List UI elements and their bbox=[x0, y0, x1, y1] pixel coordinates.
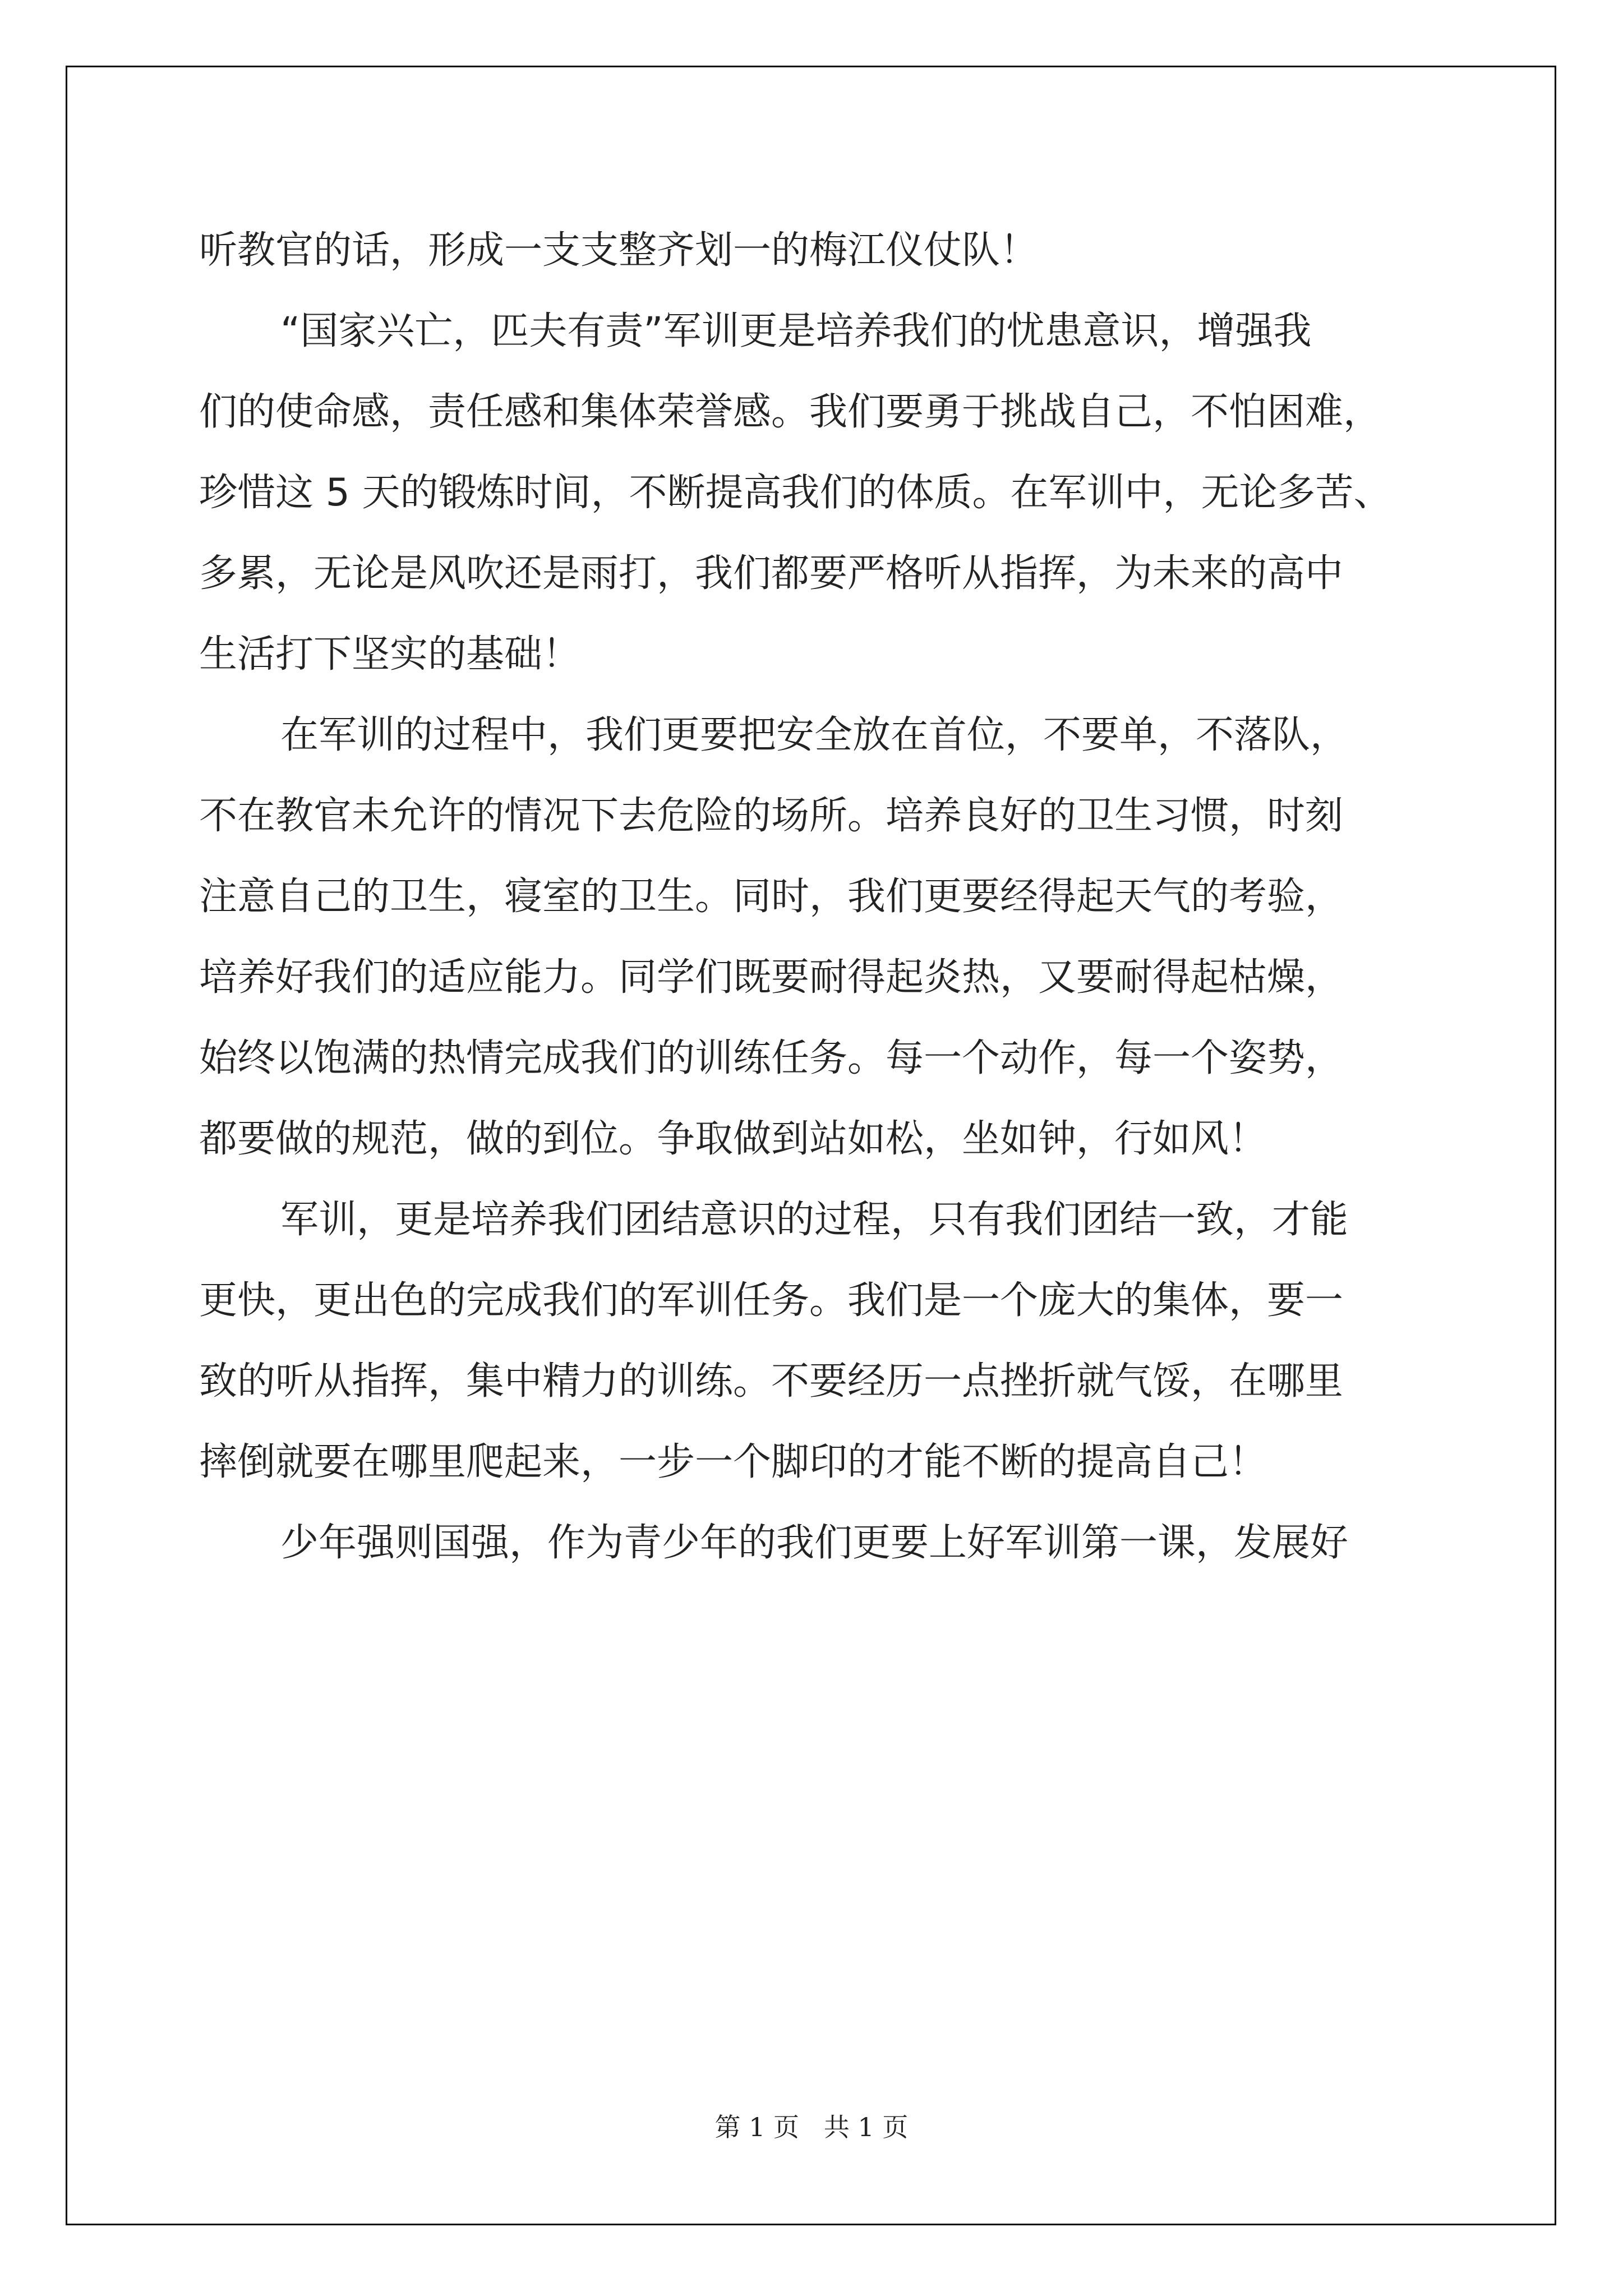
text-line-10: 培养好我们的适应能力。同学们既要耐得起炎热，又要耐得起枯燥， bbox=[199, 955, 1344, 1000]
text-line-8: 不在教官未允许的情况下去危险的场所。培养良好的卫生习惯，时刻 bbox=[199, 794, 1344, 838]
text-line-5: 多累，无论是风吹还是雨打，我们都要严格听从指挥，为未来的高中 bbox=[199, 551, 1344, 596]
text-line-3: 们的使命感，责任感和集体荣誉感。我们要勇于挑战自己，不怕困难， bbox=[199, 390, 1382, 434]
text-line-7: 在军训的过程中，我们更要把安全放在首位，不要单，不落队， bbox=[280, 713, 1349, 757]
text-line-6: 生活打下坚实的基础！ bbox=[199, 632, 581, 677]
text-line-2: “国家兴亡，匹夫有责”军训更是培养我们的忧患意识，增强我 bbox=[280, 309, 1312, 353]
text-line-17: 少年强则国强，作为青少年的我们更要上好军训第一课，发展好 bbox=[280, 1521, 1349, 1565]
page-footer: 第 1 页 共 1 页 bbox=[714, 2112, 909, 2142]
text-line-16: 摔倒就要在哪里爬起来，一步一个脚印的才能不断的提高自己！ bbox=[199, 1440, 1267, 1484]
text-line-15: 致的听从指挥，集中精力的训练。不要经历一点挫折就气馁，在哪里 bbox=[199, 1359, 1344, 1404]
text-line-9: 注意自己的卫生，寝室的卫生。同时，我们更要经得起天气的考验， bbox=[199, 875, 1344, 919]
document-body bbox=[199, 210, 1433, 1584]
text-line-4: 珍惜这 5 天的锻炼时间，不断提高我们的体质。在军训中，无论多苦、 bbox=[199, 471, 1392, 515]
text-line-13: 军训，更是培养我们团结意识的过程，只有我们团结一致，才能 bbox=[280, 1198, 1349, 1242]
text-line-12: 都要做的规范，做的到位。争取做到站如松，坐如钟，行如风！ bbox=[199, 1117, 1267, 1161]
text-line-14: 更快，更出色的完成我们的军训任务。我们是一个庞大的集体，要一 bbox=[199, 1278, 1344, 1323]
text-line-11: 始终以饱满的热情完成我们的训练任务。每一个动作，每一个姿势， bbox=[199, 1036, 1344, 1080]
text-line-1: 听教官的话，形成一支支整齐划一的梅江仪仗队！ bbox=[199, 228, 1039, 273]
